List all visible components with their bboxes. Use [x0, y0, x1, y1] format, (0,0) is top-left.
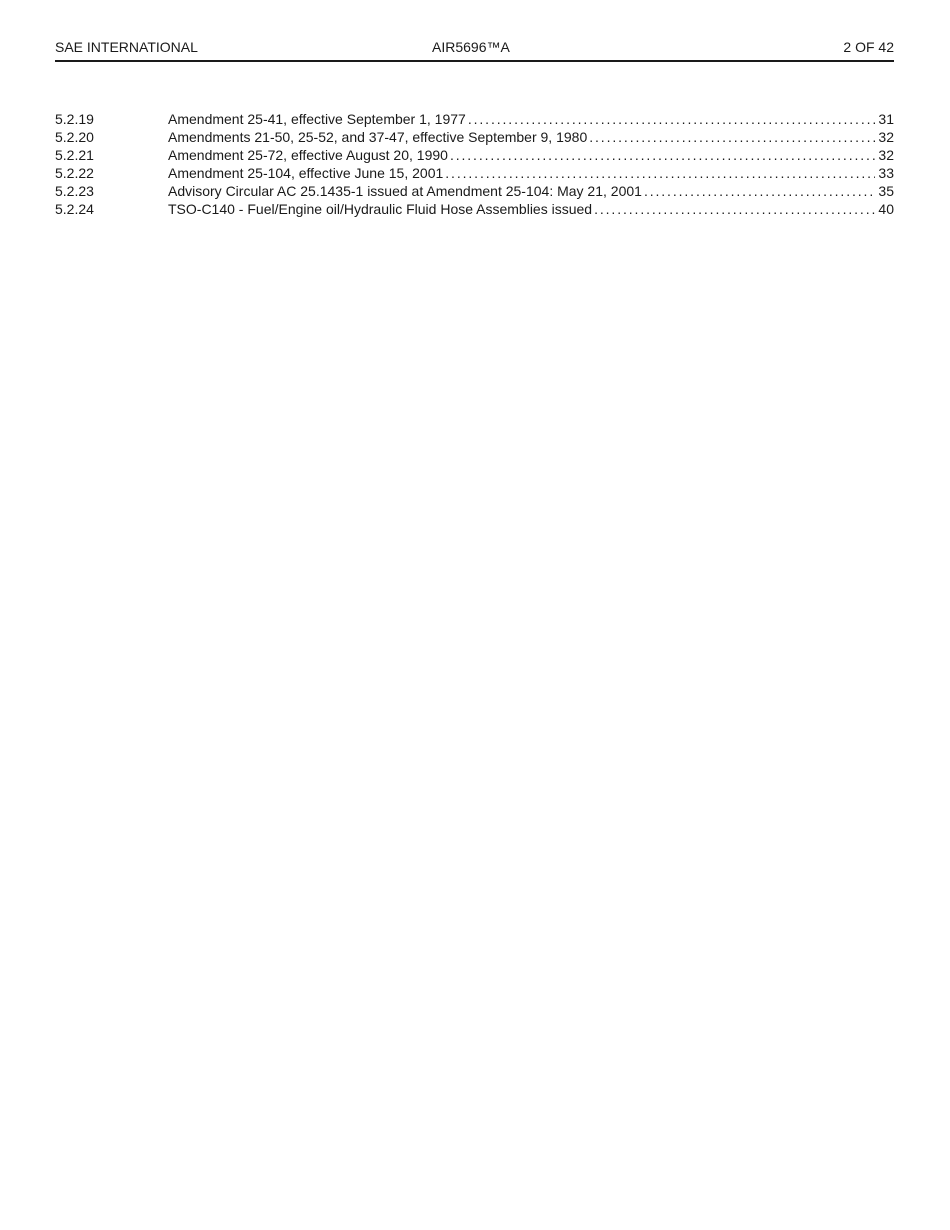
toc-dot-leader: [445, 164, 875, 182]
toc-dot-leader: [644, 182, 875, 200]
toc-section-number: 5.2.23: [55, 183, 94, 199]
toc-section-number: 5.2.24: [55, 201, 94, 217]
toc-section-title: Amendment 25-41, effective September 1, 1977: [168, 111, 466, 127]
header-document-id: AIR5696™A: [432, 39, 510, 55]
toc-row[interactable]: [55, 164, 894, 182]
toc-section-number: 5.2.20: [55, 129, 94, 145]
toc-entry: [168, 164, 894, 182]
toc-section-title: TSO-C140 - Fuel/Engine oil/Hydraulic Fluid Hose Assemblies issued: [168, 201, 593, 217]
toc-page-number: 35: [878, 183, 894, 199]
toc-row[interactable]: [55, 146, 894, 164]
toc-page-number: 32: [878, 129, 894, 145]
header-page-number: 2 OF 42: [843, 39, 894, 55]
toc-entry: [168, 146, 894, 164]
toc-entry: [168, 110, 894, 128]
table-of-contents: [55, 110, 894, 218]
toc-section-title: Amendment 25-104, effective June 15, 2001: [168, 165, 444, 181]
toc-section-number: 5.2.22: [55, 165, 94, 181]
toc-entry: [168, 128, 894, 146]
toc-dot-leader: [450, 146, 875, 164]
toc-section-title: Amendments 21-50, 25-52, and 37-47, effective September 9, 1980: [168, 129, 588, 145]
toc-page-number: 32: [878, 147, 894, 163]
toc-section-title: Amendment 25-72, effective August 20, 1990: [168, 147, 448, 163]
toc-page-number: 40: [878, 201, 894, 217]
toc-section-title: Advisory Circular AC 25.1435-1 issued at Amendment 25-104: May 21, 2001: [168, 183, 642, 199]
toc-row[interactable]: [55, 128, 894, 146]
toc-entry: [168, 182, 894, 200]
toc-page-number: 33: [878, 165, 894, 181]
toc-dot-leader: [594, 200, 875, 218]
toc-row[interactable]: [55, 182, 894, 200]
toc-dot-leader: [468, 110, 876, 128]
toc-section-number: 5.2.21: [55, 147, 94, 163]
toc-section-number: 5.2.19: [55, 111, 94, 127]
toc-row[interactable]: [55, 200, 894, 218]
toc-page-number: 31: [878, 111, 894, 127]
toc-entry: [168, 200, 894, 218]
header-organization: SAE INTERNATIONAL: [55, 39, 198, 55]
toc-dot-leader: [589, 128, 875, 146]
toc-row[interactable]: [55, 110, 894, 128]
page-header: [55, 38, 894, 62]
